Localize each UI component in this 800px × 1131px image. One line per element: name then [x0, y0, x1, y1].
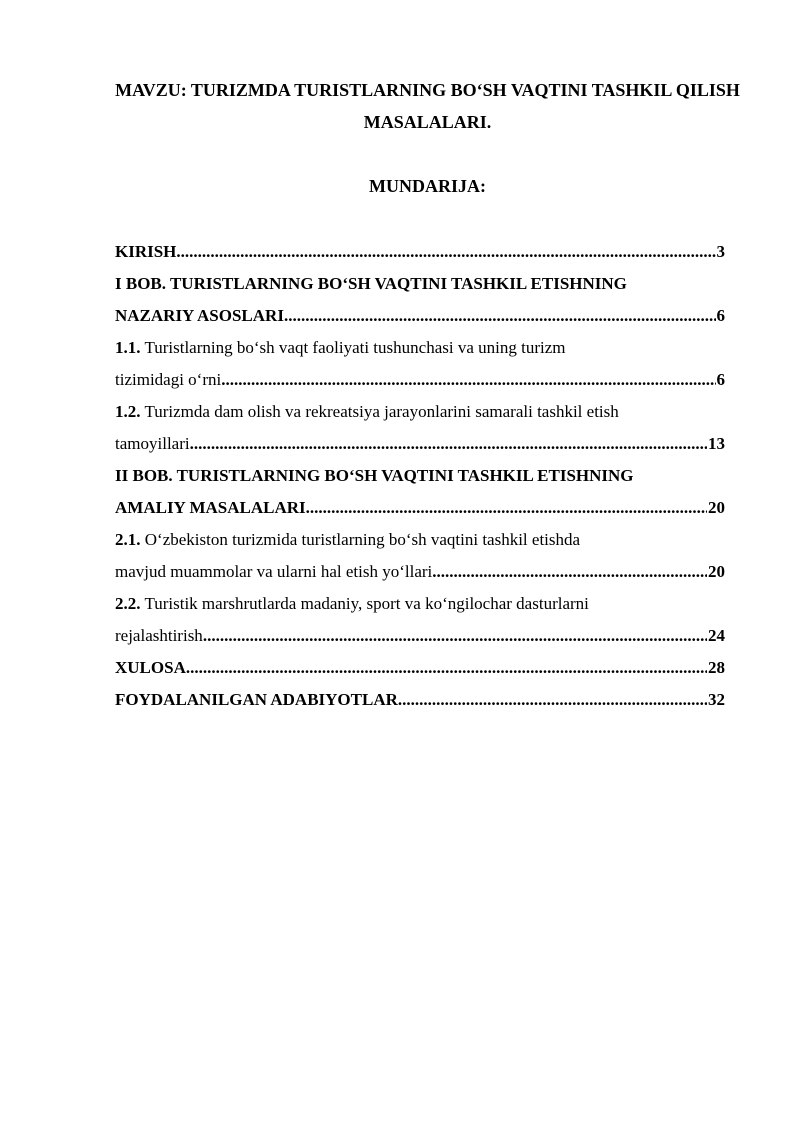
toc-entry-chapter-1 [115, 268, 725, 332]
toc-page-number: 28 [708, 658, 725, 677]
toc-entry-title-line: mavjud muammolar va ularni hal etish yo‘llari [115, 562, 433, 581]
dot-leader [432, 556, 707, 588]
toc-entry-kirish [115, 236, 725, 268]
toc-line [115, 396, 725, 428]
toc-page-number: 20 [708, 562, 725, 581]
table-of-contents-heading: MUNDARIJA: [369, 176, 486, 196]
document-title: MAVZU: TURIZMDA TURISTLARNING BO‘SH VAQTINI TASHKIL QILISH MASALALARI. [115, 80, 740, 132]
toc-entry-section-2-1 [115, 524, 725, 588]
table-of-contents [115, 236, 725, 716]
toc-page-number: 20 [708, 498, 725, 517]
toc-line [115, 428, 725, 460]
toc-line [115, 620, 725, 652]
dot-leader [176, 236, 715, 268]
toc-entry-title-line: Turistlarning bo‘sh vaqt faoliyati tushunchasi va uning turizm [144, 338, 566, 357]
toc-line [115, 364, 725, 396]
toc-entry-title-line: rejalashtirish [115, 626, 203, 645]
dot-leader [284, 300, 716, 332]
toc-entry-title: KIRISH [115, 242, 177, 261]
toc-entry-section-1-1 [115, 332, 725, 396]
toc-entry-xulosa [115, 652, 725, 684]
toc-entry-title-line: Turistik marshrutlarda madaniy, sport va ko‘ngilochar dasturlarni [144, 594, 589, 613]
dot-leader [190, 428, 707, 460]
toc-line [115, 300, 725, 332]
toc-page-number: 32 [708, 690, 725, 709]
toc-entry-title: XULOSA [115, 658, 186, 677]
toc-entry-title-line: NAZARIY ASOSLARI [115, 306, 284, 325]
toc-page-number: 13 [708, 434, 725, 453]
toc-line [115, 236, 725, 268]
dot-leader [306, 492, 707, 524]
toc-entry-title-line: I BOB. TURISTLARNING BO‘SH VAQTINI TASHKIL ETISHNING [115, 274, 627, 293]
toc-line [115, 684, 725, 716]
toc-entry-section-1-2 [115, 396, 725, 460]
toc-page-number: 6 [716, 306, 725, 325]
toc-section-number: 1.2. [115, 402, 141, 421]
toc-line [115, 556, 725, 588]
toc-section-number: 2.2. [115, 594, 141, 613]
toc-line [115, 492, 725, 524]
toc-entry-title-line: O‘zbekiston turizmida turistlarning bo‘sh vaqtini tashkil etishda [144, 530, 581, 549]
toc-page-number: 24 [708, 626, 725, 645]
toc-line [115, 588, 725, 620]
toc-line [115, 524, 725, 556]
toc-entry-title-line: Turizmda dam olish va rekreatsiya jarayonlarini samarali tashkil etish [144, 402, 619, 421]
toc-entry-section-2-2 [115, 588, 725, 652]
toc-entry-references [115, 684, 725, 716]
toc-section-number: 1.1. [115, 338, 141, 357]
toc-entry-title-line: II BOB. TURISTLARNING BO‘SH VAQTINI TASHKIL ETISHNING [115, 466, 634, 485]
toc-entry-title: FOYDALANILGAN ADABIYOTLAR [115, 690, 398, 709]
toc-line [115, 652, 725, 684]
toc-section-number: 2.1. [115, 530, 141, 549]
dot-leader [186, 652, 707, 684]
dot-leader [398, 684, 707, 716]
toc-entry-chapter-2 [115, 460, 725, 524]
toc-line [115, 332, 725, 364]
toc-entry-title-line: tizimidagi o‘rni [115, 370, 222, 389]
dot-leader [221, 364, 715, 396]
dot-leader [203, 620, 707, 652]
toc-page-number: 3 [716, 242, 725, 261]
toc-page-number: 6 [716, 370, 725, 389]
toc-entry-title-line: AMALIY MASALALARI [115, 498, 306, 517]
toc-entry-title-line: tamoyillari [115, 434, 190, 453]
